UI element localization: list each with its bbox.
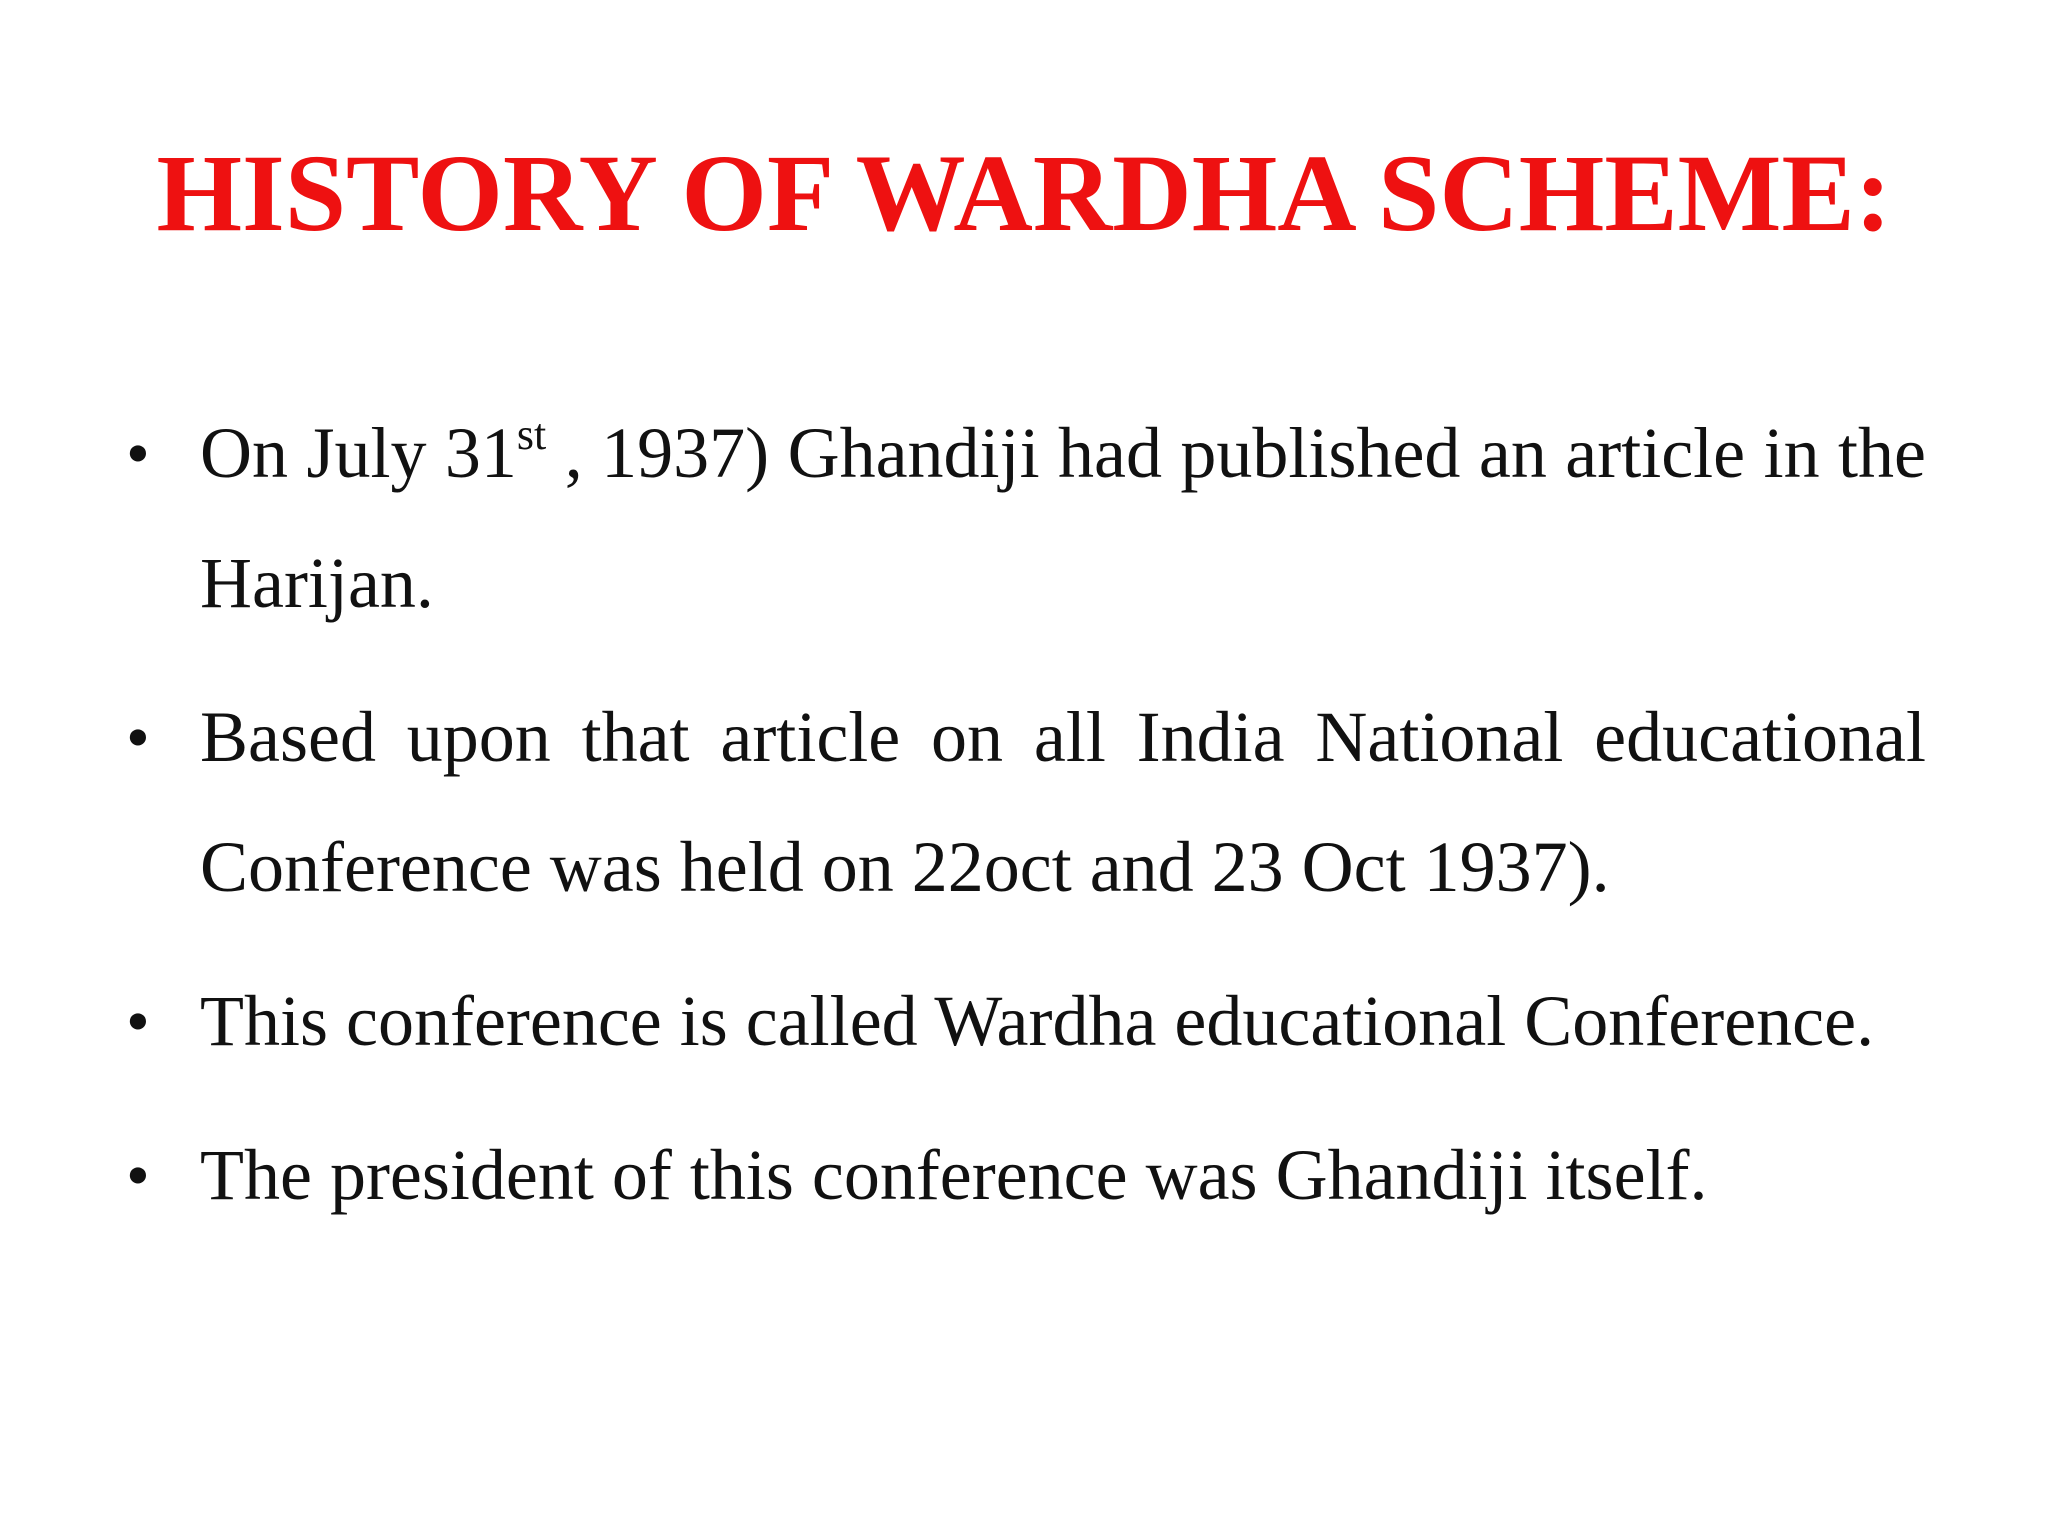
bullet-icon: • <box>126 699 150 775</box>
bullet-icon: • <box>126 983 150 1059</box>
bullet-text: The president of this conference was Ghandiji itself. <box>200 1135 1708 1215</box>
bullet-item-3 <box>0 956 2048 1086</box>
bullet-text <box>200 388 1926 648</box>
bullet-text: This conference is called Wardha educational Conference. <box>200 981 1875 1061</box>
bullet-item-1 <box>0 388 2048 648</box>
bullet-text-prefix: On July 31 <box>200 413 517 493</box>
bullet-text: Based upon that article on all India National educational Conference was held on 22oct and 23 Oct 1937). <box>200 697 1926 907</box>
bullet-icon: • <box>126 415 150 491</box>
bullet-icon: • <box>126 1137 150 1213</box>
bullet-item-4 <box>0 1110 2048 1240</box>
slide-title: HISTORY OF WARDHA SCHEME: <box>156 132 1892 254</box>
bullet-list <box>0 388 2048 1264</box>
bullet-item-2 <box>0 672 2048 932</box>
bullet-text-suffix: , 1937) Ghandiji had published an article in the Harijan. <box>200 413 1926 623</box>
bullet-text-superscript: st <box>516 410 547 459</box>
